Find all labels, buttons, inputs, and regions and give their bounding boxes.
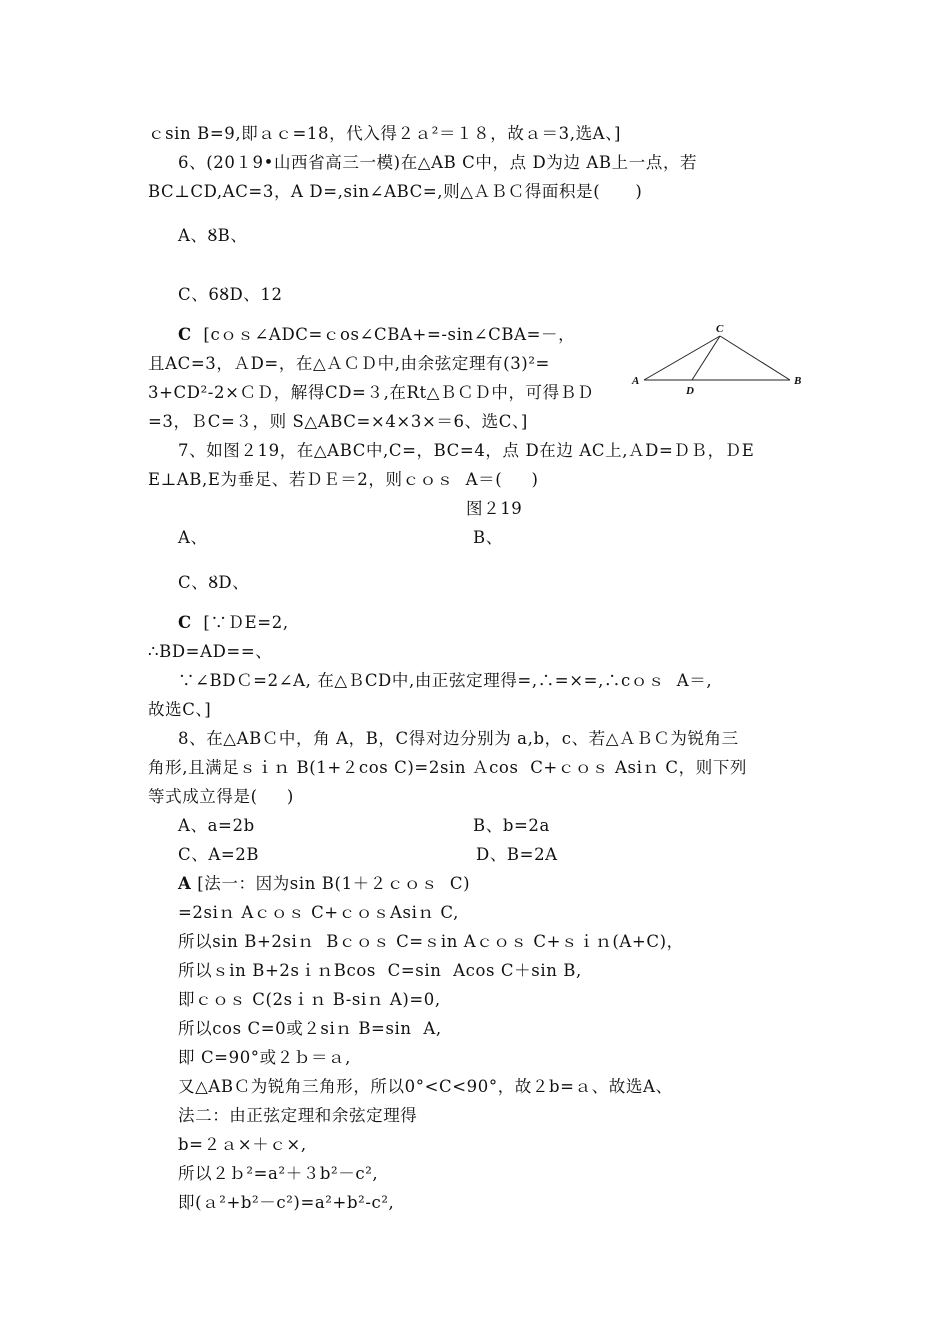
answer-letter: C xyxy=(178,613,192,632)
text-line: 6、(20１9•山西省高三一模)在△AB C中，点 D为边 AB上一点，若 xyxy=(178,153,698,172)
text-line: BC⊥CD,AC=3，A D=,sin∠ABC=,则△ＡＢＣ得面积是( ) xyxy=(148,182,643,201)
text-line: E⊥AB,E为垂足、若ＤＥ＝2，则ｃｏｓ A＝( ) xyxy=(148,470,539,489)
text-line: 即ｃｏｓ C(2sｉｎ B-siｎ A)=0, xyxy=(178,990,441,1009)
text-line: 法二：由正弦定理和余弦定理得 xyxy=(178,1106,418,1125)
line-text: [法一：因为sin B(1＋２ｃｏｓ C) xyxy=(191,874,471,893)
text-line xyxy=(178,323,575,347)
text-line: 故选C、] xyxy=(148,700,212,719)
label-b: B xyxy=(794,375,802,387)
text-line: C、A=2B xyxy=(178,845,260,864)
line-text: [∵ＤE=2, xyxy=(191,613,289,632)
text-line: 3+CD²-2×ＣＤ，解得CD=３,在Rt△ＢＣＤ中，可得ＢＤ xyxy=(148,383,594,402)
text-line: ∴BD=AD==、 xyxy=(148,642,273,661)
text-line: 等式成立得是( ) xyxy=(148,787,294,806)
text-line: ｃsin B=9,即ａｃ=18，代入得２ａ²＝１８，故ａ＝3,选A、] xyxy=(148,124,622,143)
edge-ac xyxy=(644,336,720,380)
text-line xyxy=(178,611,289,635)
text-line: 7、如图２19，在△ABC中,C=，BC=4，点 D在边 AC上,ＡD=ＤＢ，ＤE xyxy=(178,441,755,460)
text-line: 图２19 xyxy=(466,499,523,518)
edge-cd xyxy=(692,336,720,380)
text-line: 角形,且满足ｓｉｎ B(1+２cos C)=2sin Ａcos C+ｃｏｓ Asiｎ C，则下列 xyxy=(148,758,748,777)
line-text: [cｏｓ∠ADC=ｃos∠CBA+=-sin∠CBA=－， xyxy=(191,325,576,344)
text-line: ∵∠BDＣ=2∠A, 在△ＢCD中,由正弦定理得=,∴=×=,∴cｏｓ A＝, xyxy=(178,671,713,690)
text-line: C、ȢD、 xyxy=(178,573,250,592)
text-line xyxy=(178,872,470,896)
text-line: =2siｎ Aｃｏｓ C+ｃｏｓAsiｎ C, xyxy=(178,903,459,922)
text-line: D、B=2A xyxy=(476,845,558,864)
text-line: 所以ｓin B+2sｉｎBcos C=sin Acos C＋sin B, xyxy=(178,961,582,980)
answer-letter: A xyxy=(178,874,192,893)
label-a: A xyxy=(632,375,640,387)
text-line: A、 xyxy=(178,528,208,547)
answer-letter: C xyxy=(178,325,192,344)
text-line: 即 C=90°或２ｂ＝ａ, xyxy=(178,1048,351,1067)
text-line: 又△ABＣ为锐角三角形，所以0°<C<90°，故２b=ａ、故选A、 xyxy=(178,1077,673,1096)
text-line: 8、在△ABＣ中，角 A，B，C得对边分别为 a,b，c、若△ＡＢＣ为锐角三 xyxy=(178,729,739,748)
label-d: D xyxy=(686,385,694,397)
text-line: C、6ȢD、12 xyxy=(178,285,283,304)
text-line: A、ȢB、 xyxy=(178,226,248,245)
text-line: B、b=2a xyxy=(473,816,550,835)
text-line: 所以cos C=0或２siｎ B=sin A, xyxy=(178,1019,442,1038)
text-line: b=２ａ×＋ｃ×, xyxy=(178,1135,307,1154)
triangle-figure xyxy=(622,318,812,398)
edge-bc xyxy=(720,336,790,380)
text-line: B、 xyxy=(473,528,503,547)
text-line: 且AC=3，ＡD=，在△ＡＣＤ中,由余弦定理有(3)²= xyxy=(148,354,550,373)
text-line: 即(ａ²+b²－c²)=a²+b²-c², xyxy=(178,1193,395,1212)
text-line: A、a=2b xyxy=(178,816,255,835)
text-line: 所以２ｂ²=a²＋３b²－c², xyxy=(178,1164,379,1183)
label-c: C xyxy=(716,323,724,335)
text-line: =3，ＢC=３，则 S△ABC=×4×3×＝6、选C、] xyxy=(148,412,528,431)
text-line: 所以sin B+2siｎ Bｃｏｓ C=ｓin Aｃｏｓ C+ｓｉｎ(A+C)， xyxy=(178,932,684,951)
